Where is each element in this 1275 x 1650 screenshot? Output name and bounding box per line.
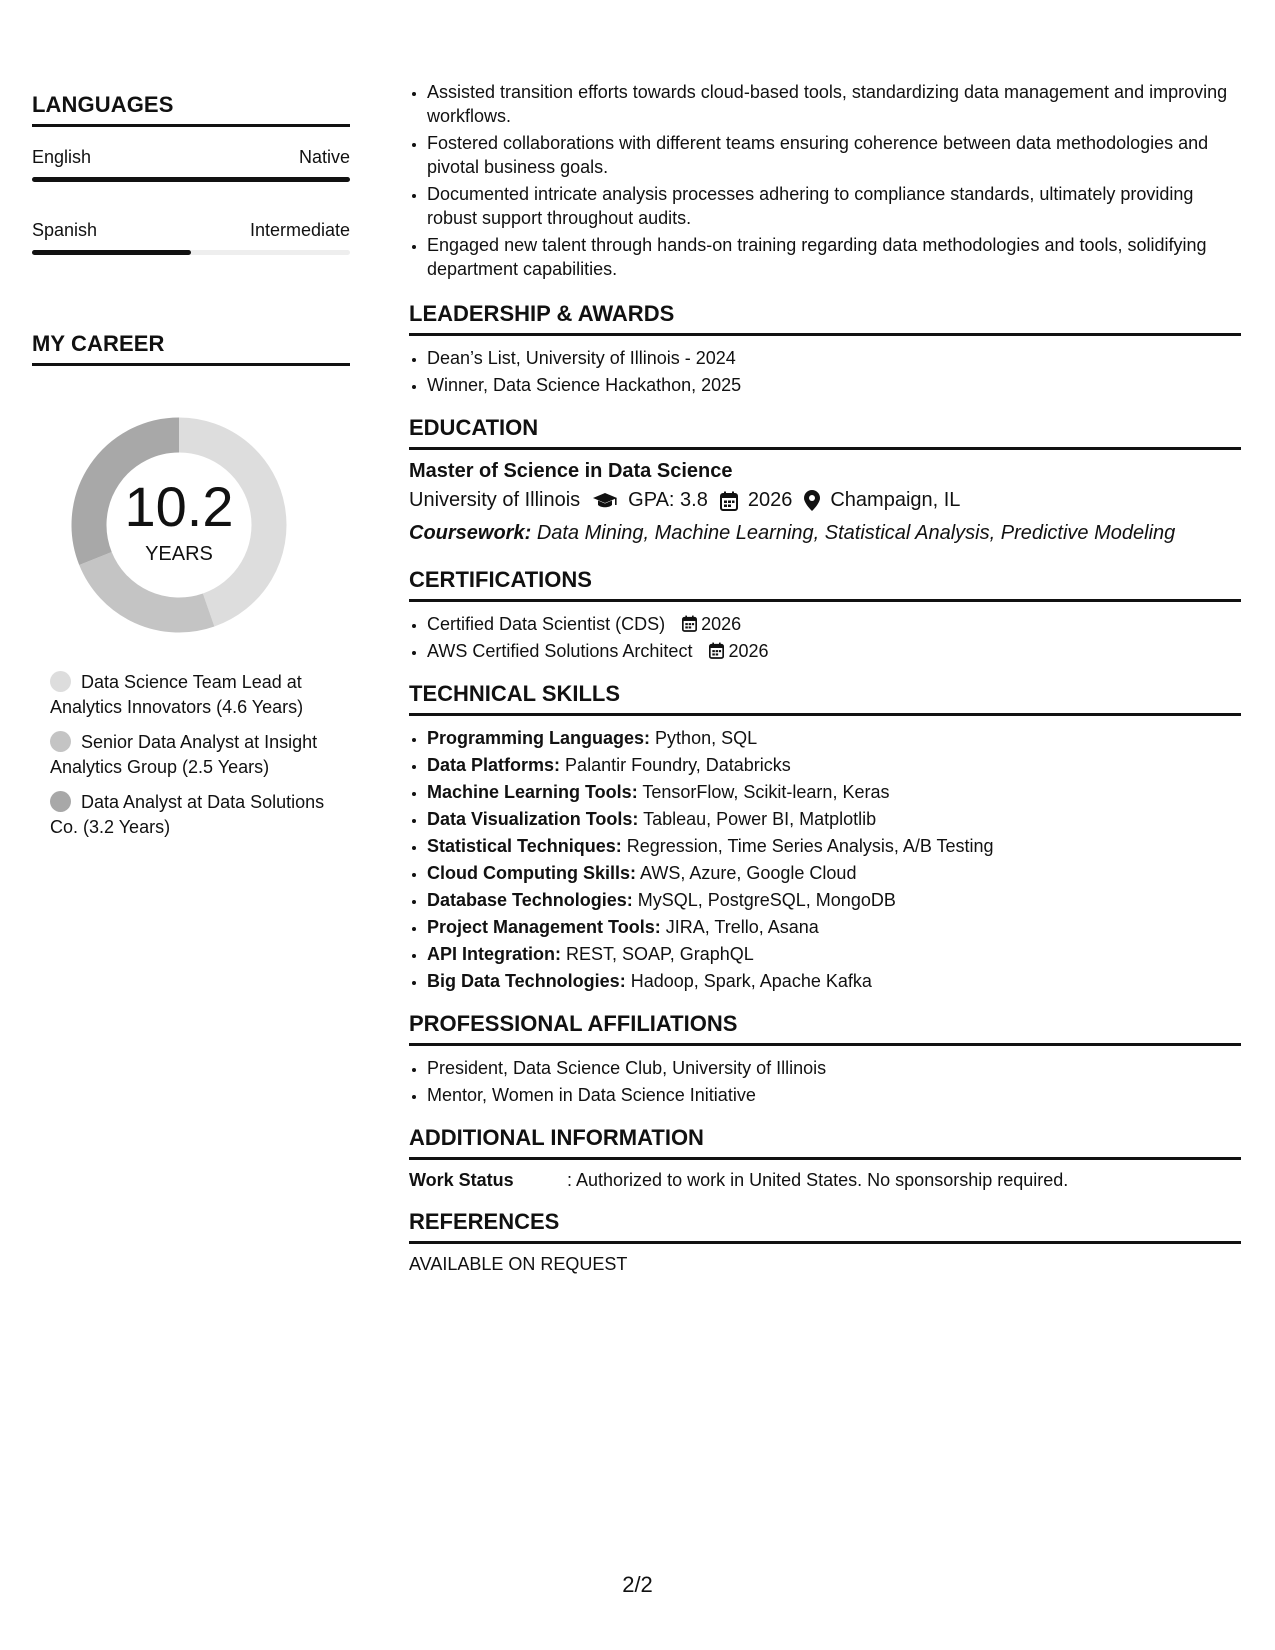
certification-item: [427, 612, 1241, 636]
career-role-label: Data Science Team Lead at Analytics Innovators (4.6 Years): [50, 672, 304, 717]
skill-label: Data Platforms:: [427, 755, 561, 775]
skill-label: Database Technologies:: [427, 890, 633, 910]
calendar-icon: [709, 642, 724, 659]
skill-label: Cloud Computing Skills:: [427, 863, 636, 883]
certification-item: [427, 639, 1241, 663]
work-status-value: : Authorized to work in United States. No sponsorship required.: [567, 1170, 1069, 1190]
education-coursework: [409, 522, 1241, 545]
calendar-icon: [720, 491, 738, 511]
language-name: English: [32, 147, 92, 167]
legend-dot: [50, 671, 71, 692]
career-title: MY CAREER: [32, 331, 350, 366]
legend-dot: [50, 791, 71, 812]
career-total-unit: YEARS: [145, 542, 213, 565]
left-column: [32, 92, 350, 850]
certification-name: AWS Certified Solutions Architect: [427, 641, 693, 661]
skill-label: Data Visualization Tools:: [427, 809, 639, 829]
calendar-icon: [682, 615, 697, 632]
language-level: Native: [298, 147, 350, 167]
legend-dot: [50, 731, 71, 752]
education-degree: Master of Science in Data Science: [409, 460, 733, 482]
language-proficiency-bar: [32, 250, 350, 255]
experience-bullet: • Fostered collaborations with different teams ensuring coherence between data methodologies and pivotal business goals.: [427, 131, 1241, 179]
skill-label: API Integration:: [427, 944, 561, 964]
additional-info-title: ADDITIONAL INFORMATION: [409, 1125, 1241, 1160]
skill-item: [427, 942, 1241, 966]
leadership-item: • Winner, Data Science Hackathon, 2025: [427, 373, 1241, 397]
language-item: [32, 147, 350, 182]
skill-item: [427, 726, 1241, 750]
skill-value: MySQL, PostgreSQL, MongoDB: [637, 890, 896, 910]
skills-list: [409, 726, 1241, 993]
career-role-label: Senior Data Analyst at Insight Analytics Group (2.5 Years): [50, 732, 318, 777]
skill-item: [427, 807, 1241, 831]
work-status-label: Work Status: [409, 1170, 514, 1190]
skill-label: Big Data Technologies:: [427, 971, 626, 991]
language-item: [32, 220, 350, 255]
skill-value: TensorFlow, Scikit-learn, Keras: [642, 782, 890, 802]
career-total-years: 10.2: [124, 474, 234, 538]
skill-item: [427, 888, 1241, 912]
graduation-cap-icon: [592, 492, 618, 510]
language-proficiency-fill: [32, 177, 350, 182]
language-proficiency-fill: [32, 250, 191, 255]
skill-label: Machine Learning Tools:: [427, 782, 638, 802]
career-role-label: Data Analyst at Data Solutions Co. (3.2 Years): [50, 792, 325, 837]
page-number: 2/2: [622, 1572, 653, 1597]
skill-value: JIRA, Trello, Asana: [665, 917, 819, 937]
skill-value: Regression, Time Series Analysis, A/B Testing: [626, 836, 994, 856]
language-name: Spanish: [32, 220, 98, 240]
experience-bullet: • Assisted transition efforts towards cloud-based tools, standardizing data management and improving workflows.: [427, 80, 1241, 128]
skill-value: Hadoop, Spark, Apache Kafka: [630, 971, 872, 991]
affiliations-list: [409, 1056, 1241, 1107]
certification-year: 2026: [728, 641, 769, 661]
coursework-label: Coursework:: [409, 522, 532, 544]
affiliations-title: PROFESSIONAL AFFILIATIONS: [409, 1011, 1241, 1046]
career-legend-item: [50, 730, 325, 780]
languages-title: LANGUAGES: [32, 92, 350, 127]
experience-bullets: [409, 80, 1241, 281]
certifications-title: CERTIFICATIONS: [409, 567, 1241, 602]
skill-label: Statistical Techniques:: [427, 836, 622, 856]
education-year: 2026: [747, 489, 793, 511]
career-donut-chart: [64, 410, 294, 640]
coursework-value: Data Mining, Machine Learning, Statistical Analysis, Predictive Modeling: [536, 522, 1176, 544]
skill-item: [427, 780, 1241, 804]
technical-skills-title: TECHNICAL SKILLS: [409, 681, 1241, 716]
experience-bullet: • Documented intricate analysis processes adhering to compliance standards, ultimately providing robust support throughout audits.: [427, 182, 1241, 230]
skill-item: [427, 834, 1241, 858]
references-text: AVAILABLE ON REQUEST: [409, 1254, 628, 1274]
affiliation-item: • Mentor, Women in Data Science Initiative: [427, 1083, 1241, 1107]
skill-label: Programming Languages:: [427, 728, 651, 748]
language-proficiency-bar: [32, 177, 350, 182]
education-school: University of Illinois: [409, 489, 581, 511]
skill-item: [427, 861, 1241, 885]
education-location: Champaign, IL: [830, 489, 961, 511]
certification-name: Certified Data Scientist (CDS): [427, 614, 666, 634]
right-column: [409, 80, 1241, 1275]
affiliation-item: • President, Data Science Club, University of Illinois: [427, 1056, 1241, 1080]
career-legend-item: [50, 790, 325, 840]
career-legend: [50, 670, 325, 840]
education-gpa: GPA: 3.8: [628, 489, 708, 511]
leadership-title: LEADERSHIP & AWARDS: [409, 301, 1241, 336]
location-pin-icon: [804, 490, 820, 511]
skill-label: Project Management Tools:: [427, 917, 661, 937]
education-meta: [409, 489, 1241, 512]
education-title: EDUCATION: [409, 415, 1241, 450]
certification-year: 2026: [701, 614, 742, 634]
skill-item: [427, 753, 1241, 777]
leadership-list: [409, 346, 1241, 397]
skill-value: Tableau, Power BI, Matplotlib: [643, 809, 877, 829]
work-status: [409, 1170, 1241, 1191]
language-level: Intermediate: [249, 220, 350, 240]
certifications-list: [409, 612, 1241, 663]
experience-bullet: • Engaged new talent through hands-on training regarding data methodologies and tools, solidifying department capabilities.: [427, 233, 1241, 281]
skill-value: Palantir Foundry, Databricks: [565, 755, 791, 775]
skill-item: [427, 969, 1241, 993]
career-legend-item: [50, 670, 325, 720]
skill-item: [427, 915, 1241, 939]
references-title: REFERENCES: [409, 1209, 1241, 1244]
skill-value: REST, SOAP, GraphQL: [566, 944, 754, 964]
skill-value: Python, SQL: [655, 728, 758, 748]
leadership-item: • Dean’s List, University of Illinois - 2024: [427, 346, 1241, 370]
skill-value: AWS, Azure, Google Cloud: [640, 863, 857, 883]
